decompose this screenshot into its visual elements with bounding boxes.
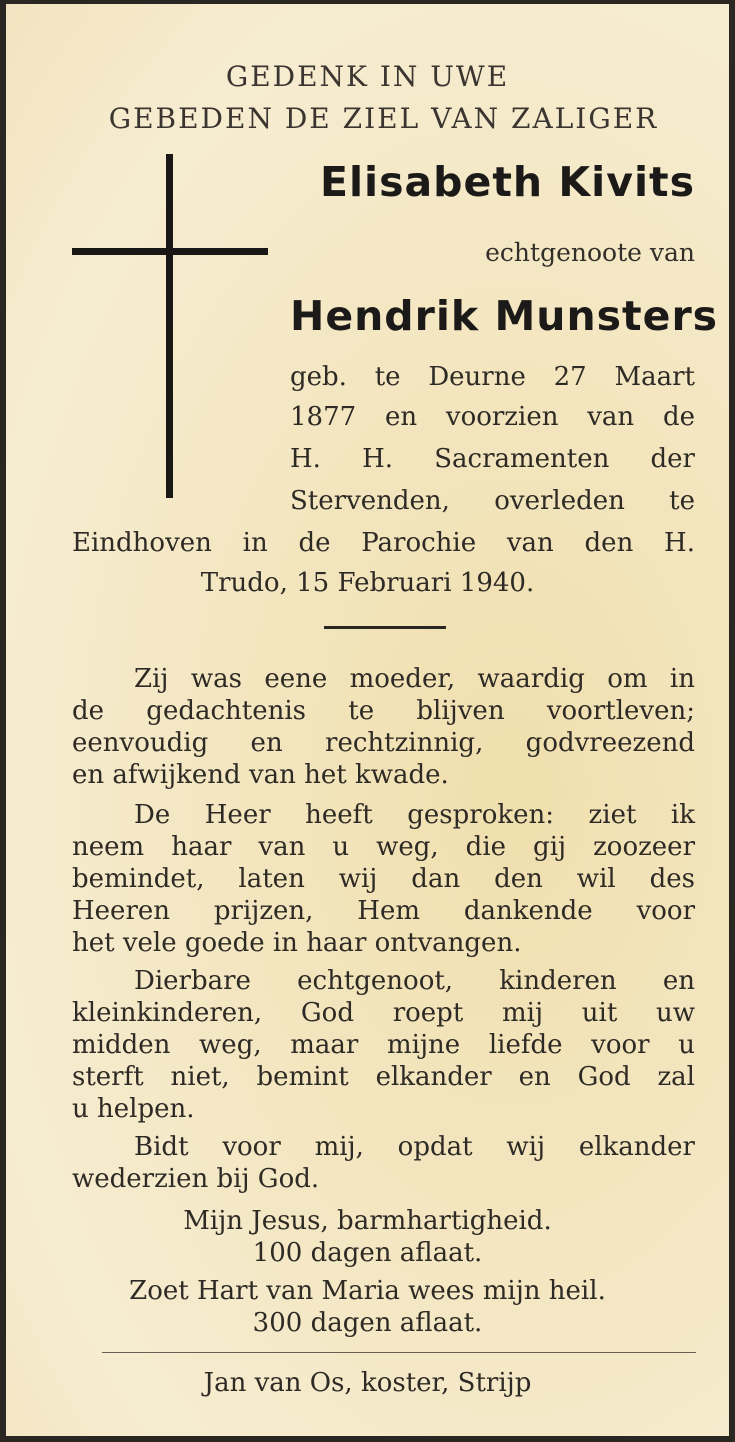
p3-line-4: sterft niet, bemint elkander en God zal xyxy=(72,1062,695,1092)
bio-last-line: Trudo, 15 Februari 1940. xyxy=(200,568,535,598)
p2-last-line: het vele goede in haar ontvangen. xyxy=(72,928,522,958)
bio-line-1: geb. te Deurne 27 Maart xyxy=(290,362,695,392)
p1-line-2: de gedachtenis te blijven voortleven; xyxy=(72,696,695,726)
divider-long xyxy=(102,1352,696,1353)
bio-line-4: Stervenden, overleden te xyxy=(290,486,695,516)
bio-line-5: Eindhoven in de Parochie van den H. xyxy=(72,528,695,558)
indulgence-1: 100 dagen aflaat. xyxy=(252,1238,483,1268)
prayer-2: Zoet Hart van Maria wees mijn heil. xyxy=(129,1276,606,1306)
cross-bar xyxy=(72,248,268,255)
p3-line-2: kleinkinderen, God roept mij uit uw xyxy=(72,998,695,1028)
prayer-1: Mijn Jesus, barmhartigheid. xyxy=(183,1206,552,1236)
p3-line-3: midden weg, maar mijne liefde voor u xyxy=(72,1030,695,1060)
p3-line-1: Dierbare echtgenoot, kinderen en xyxy=(134,966,695,996)
spouse-name: Hendrik Munsters xyxy=(290,292,719,340)
p2-line-2: neem haar van u weg, die gij zoozeer xyxy=(72,832,695,862)
header-line-1: GEDENK IN UWE xyxy=(225,60,510,93)
bio-line-3: H. H. Sacramenten der xyxy=(290,444,695,474)
p2-line-4: Heeren prijzen, Hem dankende voor xyxy=(72,896,695,926)
p4-last-line: wederzien bij God. xyxy=(72,1164,320,1194)
p2-line-3: bemindet, laten wij dan den wil des xyxy=(72,864,695,894)
bio-line-2: 1877 en voorzien van de xyxy=(290,402,695,432)
relation-text: echtgenoote van xyxy=(485,238,695,267)
cross-icon xyxy=(166,154,173,498)
p4-line-1: Bidt voor mij, opdat wij elkander xyxy=(134,1132,695,1162)
deceased-name: Elisabeth Kivits xyxy=(319,158,695,206)
memorial-card xyxy=(6,4,729,1436)
header-line-2: GEBEDEN DE ZIEL VAN ZALIGER xyxy=(108,102,659,135)
p1-line-3: eenvoudig en rechtzinnig, godvreezend xyxy=(72,728,695,758)
indulgence-2: 300 dagen aflaat. xyxy=(252,1308,483,1338)
p2-line-1: De Heer heeft gesproken: ziet ik xyxy=(134,800,695,830)
p1-last-line: en afwijkend van het kwade. xyxy=(72,760,449,790)
divider-short xyxy=(324,626,446,629)
p1-line-1: Zij was eene moeder, waardig om in xyxy=(134,664,695,694)
p3-last-line: u helpen. xyxy=(72,1094,195,1124)
printer-credit: Jan van Os, koster, Strijp xyxy=(203,1368,532,1398)
